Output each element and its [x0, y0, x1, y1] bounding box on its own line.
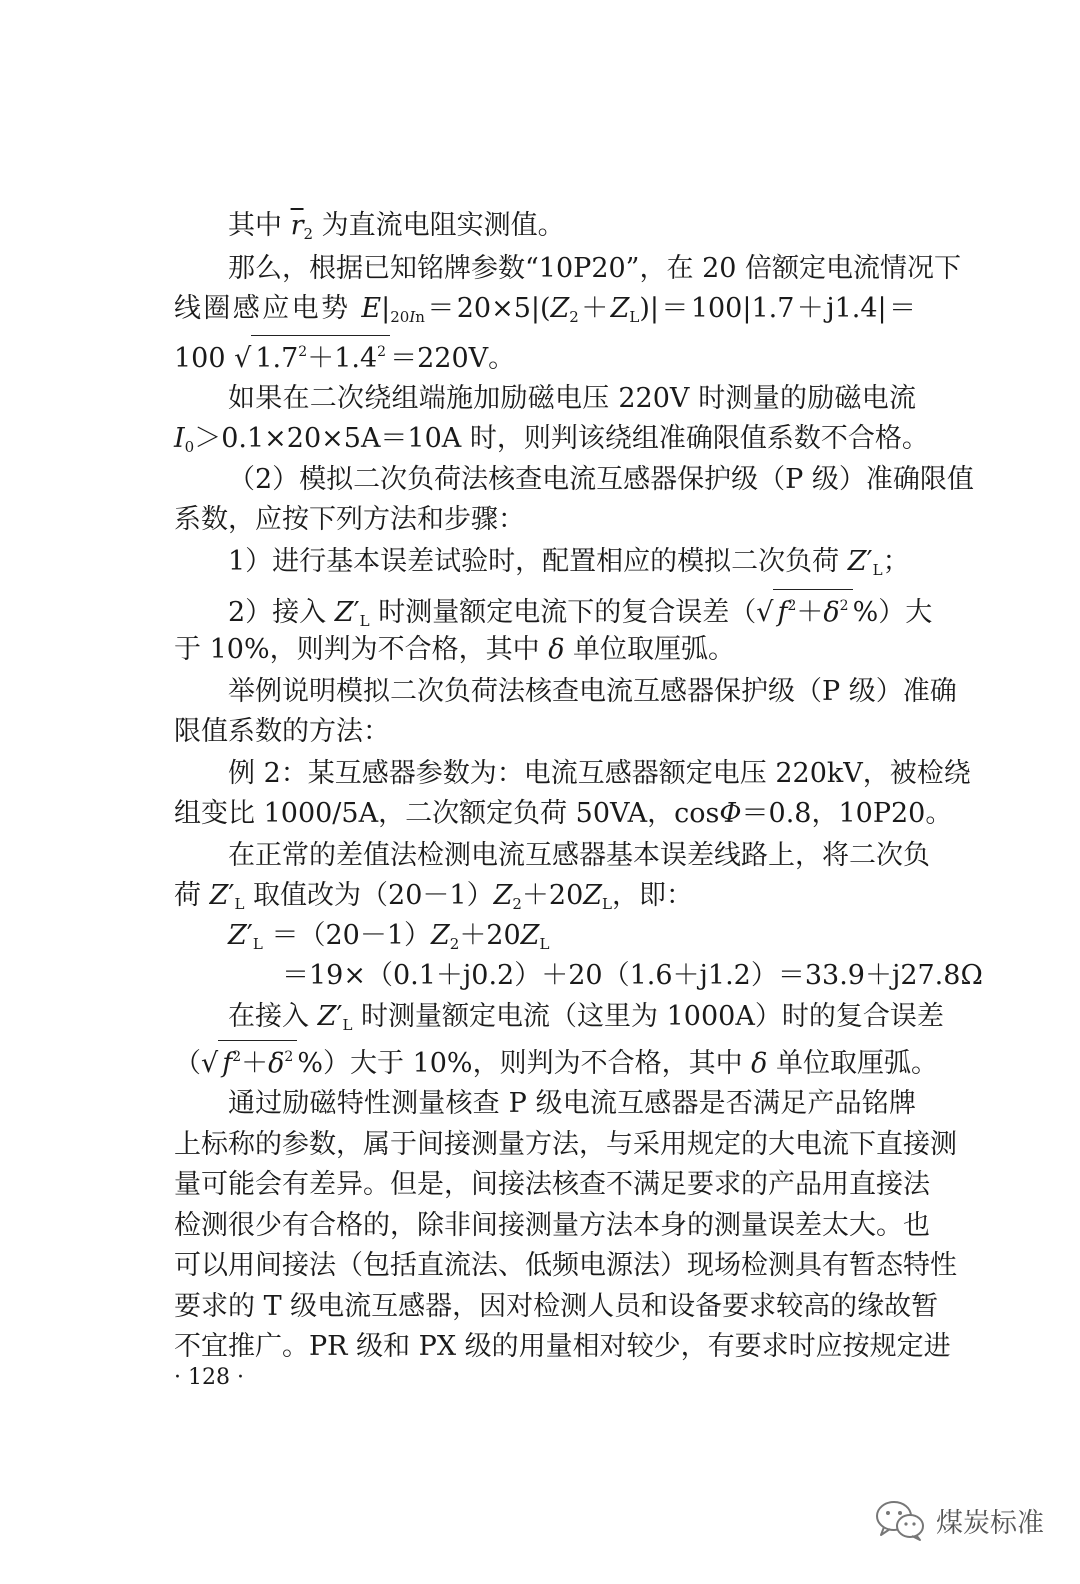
text-line: 通过励磁特性测量核查 P 级电流互感器是否满足产品铭牌	[228, 1088, 916, 1119]
text-line: $I_0>0.1\times 20\times 5A=10A$ 时，则判该绕组准确限值系数不合格。	[174, 423, 929, 456]
text-line: 例 2：某互感器参数为：电流互感器额定电压 220kV，被检绕	[228, 758, 971, 789]
text-line: 于 10%，则判为不合格，其中 δ 单位取厘弧。	[174, 634, 736, 665]
text-line: 要求的 T 级电流互感器，因对检测人员和设备要求较高的缘故暂	[174, 1291, 939, 1322]
text-line: 线圈感应电势 $E|_{20In}=20\times 5|(Z_2+Z_L)|=100|1.7+j1.4|=$	[174, 293, 917, 326]
text-line: （2）模拟二次负荷法核查电流互感器保护级（P 级）准确限值	[228, 464, 974, 495]
text-line: 在正常的差值法检测电流互感器基本误差线路上，将二次负	[228, 840, 930, 871]
text-line: 上标称的参数，属于间接测量方法，与采用规定的大电流下直接测	[174, 1129, 957, 1160]
text-line: 荷 $Z'_L$ 取值改为$(20-1)Z_2+20Z_L$，即：	[174, 880, 693, 913]
text-line: （√ $f^2+\delta^2$ %）大于 10%，则判为不合格，其中 δ 单位取厘弧。	[174, 1040, 916, 1084]
text-line: 其中 $\overline{r}_2$ 为直流电阻实测值。	[228, 210, 565, 243]
text-line: 在接入 $Z'_L$ 时测量额定电流（这里为 1000A）时的复合误差	[228, 1001, 944, 1034]
text-line: 检测很少有合格的，除非间接测量方法本身的测量误差太大。也	[174, 1210, 930, 1241]
text-line: 系数，应按下列方法和步骤：	[174, 504, 525, 535]
text-line: 如果在二次绕组端施加励磁电压 220V 时测量的励磁电流	[228, 383, 916, 414]
text-line: 2）接入 $Z'_L$ 时测量额定电流下的复合误差（√ $f^2+\delta^2$ %）大	[228, 589, 916, 641]
formula-line: $Z'_L =(20-1)Z_2+20Z_L$	[228, 920, 550, 953]
text-line: 量可能会有差异。但是，间接法核查不满足要求的产品用直接法	[174, 1169, 930, 1200]
formula-line: ＝19×（0.1＋j0.2）＋20（1.6＋j1.2）＝33.9＋j27.8Ω	[282, 960, 983, 991]
text-line: 不宜推广。PR 级和 PX 级的用量相对较少，有要求时应按规定进	[174, 1331, 951, 1362]
page-number: · 128 ·	[174, 1365, 244, 1390]
text-line: 组变比 1000/5A，二次额定负荷 50VA，cosΦ＝0.8，10P20。	[174, 798, 953, 829]
text-line: 限值系数的方法：	[174, 716, 390, 747]
watermark-text: 煤炭标准	[936, 1507, 1044, 1539]
text-line: 100 √ $1.7^2+1.4^2 =220V$。	[174, 335, 916, 379]
text-line: 可以用间接法（包括直流法、低频电源法）现场检测具有暂态特性	[174, 1250, 957, 1281]
text-line: 举例说明模拟二次负荷法核查电流互感器保护级（P 级）准确	[228, 676, 957, 707]
wechat-icon	[874, 1498, 926, 1542]
watermark	[874, 1498, 1044, 1542]
text-line: 1）进行基本误差试验时，配置相应的模拟二次负荷 $Z'_L$；	[228, 546, 910, 579]
text-line: 那么，根据已知铭牌参数“10P20”，在 20 倍额定电流情况下	[228, 253, 962, 284]
